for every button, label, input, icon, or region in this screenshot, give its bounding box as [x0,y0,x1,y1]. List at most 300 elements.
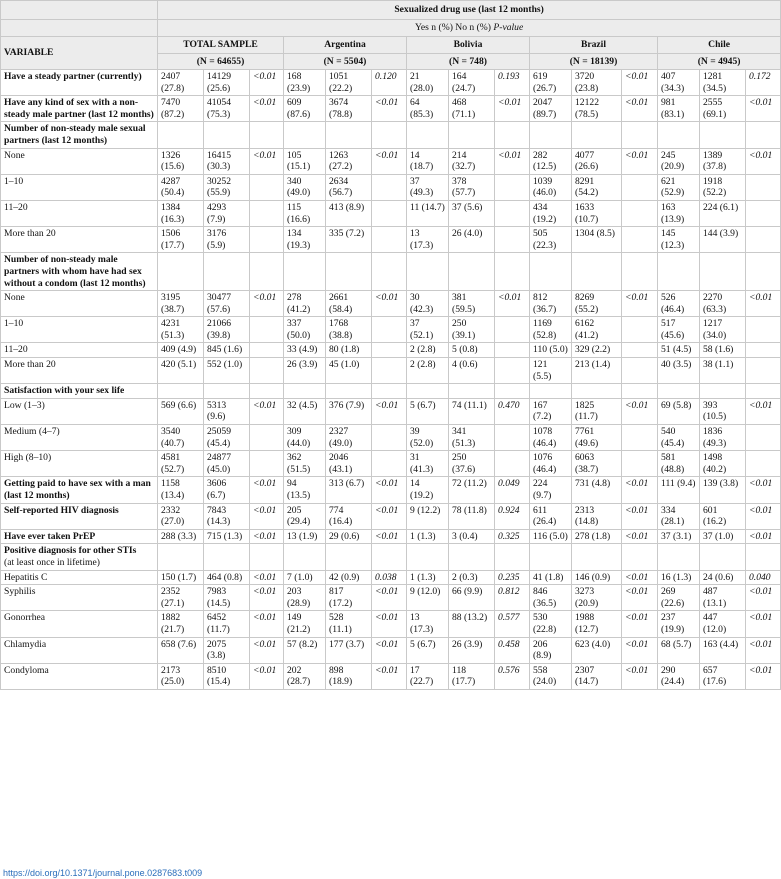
yes-count-cell: 540 (45.4) [658,425,700,451]
no-count-cell: 1498 (40.2) [700,451,746,477]
p-value-cell: <0.01 [746,503,781,529]
yes-count-cell: 434 (19.2) [530,200,572,226]
no-count-cell: 21066 (39.8) [204,317,250,343]
yes-count-cell: 4231 (51.3) [158,317,204,343]
yes-count-cell: 121 (5.5) [530,358,572,384]
yes-count-cell: 4581 (52.7) [158,451,204,477]
p-value-cell [250,425,284,451]
empty-cell [158,122,204,148]
yes-count-cell: 116 (5.0) [530,529,572,544]
no-count-cell: 528 (11.1) [326,611,372,637]
empty-cell [158,253,204,291]
table-row [1,70,781,96]
row-label-text: Number of non-steady male partners with whom have had sex without a condom (last 12 months) [4,254,146,289]
empty-cell [622,122,658,148]
p-value-cell: <0.01 [622,291,658,317]
no-count-cell: 37 (5.6) [449,200,495,226]
empty-cell [530,384,572,399]
p-value-cell: 0.577 [495,611,530,637]
table-row [1,317,781,343]
yes-count-cell: 2352 (27.1) [158,585,204,611]
yes-count-cell: 1076 (46.4) [530,451,572,477]
no-count-cell: 78 (11.8) [449,503,495,529]
no-count-cell: 1836 (49.3) [700,425,746,451]
p-value-cell: <0.01 [250,585,284,611]
yes-count-cell: 149 (21.2) [284,611,326,637]
no-count-cell: 487 (13.1) [700,585,746,611]
variable-header: VARIABLE [1,37,158,70]
yes-count-cell: 203 (28.9) [284,585,326,611]
yes-count-cell: 26 (3.9) [284,358,326,384]
yes-count-cell: 205 (29.4) [284,503,326,529]
p-value-cell [495,200,530,226]
yes-count-cell: 16 (1.3) [658,570,700,585]
group-n-argentina: (N = 5504) [284,54,407,70]
empty-cell [326,544,372,570]
yes-count-cell: 337 (50.0) [284,317,326,343]
p-value-cell: <0.01 [746,398,781,424]
row-label [1,174,158,200]
p-value-cell: <0.01 [622,529,658,544]
no-count-cell: 24 (0.6) [700,570,746,585]
empty-cell [250,253,284,291]
empty-cell [449,384,495,399]
empty-cell [250,544,284,570]
yes-count-cell: 517 (45.6) [658,317,700,343]
no-count-cell: 1304 (8.5) [572,227,622,253]
no-count-cell: 7843 (14.3) [204,503,250,529]
p-value-cell [372,317,407,343]
no-count-cell: 146 (0.9) [572,570,622,585]
p-value-cell: <0.01 [372,291,407,317]
empty-cell [284,384,326,399]
p-value-cell: <0.01 [372,477,407,503]
row-label [1,529,158,544]
row-label-text: Medium (4–7) [4,426,60,438]
yes-count-cell: 2173 (25.0) [158,663,204,689]
p-value-cell: <0.01 [746,529,781,544]
yes-count-cell: 17 (22.7) [407,663,449,689]
no-count-cell: 250 (39.1) [449,317,495,343]
no-count-cell: 1389 (37.8) [700,148,746,174]
p-value-cell: <0.01 [746,148,781,174]
row-label-text: Syphilis [4,586,36,598]
no-count-cell: 80 (1.8) [326,343,372,358]
no-count-cell: 45 (1.0) [326,358,372,384]
no-count-cell: 224 (6.1) [700,200,746,226]
no-count-cell: 2313 (14.8) [572,503,622,529]
p-value-cell: <0.01 [622,663,658,689]
empty-cell [495,544,530,570]
no-count-cell: 817 (17.2) [326,585,372,611]
no-count-cell: 601 (16.2) [700,503,746,529]
group-header-total: TOTAL SAMPLE [158,37,284,54]
p-value-cell: <0.01 [495,96,530,122]
row-label-text: Chlamydia [4,638,47,650]
yes-count-cell: 51 (4.5) [658,343,700,358]
table-row [1,477,781,503]
p-value-cell [746,451,781,477]
yes-count-cell: 111 (9.4) [658,477,700,503]
p-value-cell [746,227,781,253]
table-row [1,425,781,451]
p-value-cell: <0.01 [372,611,407,637]
section-row [1,544,781,570]
no-count-cell: 3606 (6.7) [204,477,250,503]
p-value-cell [372,451,407,477]
no-count-cell: 66 (9.9) [449,585,495,611]
no-count-cell: 1051 (22.2) [326,70,372,96]
yes-count-cell: 7 (1.0) [284,570,326,585]
row-label [1,398,158,424]
p-value-cell [622,451,658,477]
no-count-cell: 214 (32.7) [449,148,495,174]
no-count-cell: 413 (8.9) [326,200,372,226]
row-label-text: Hepatitis C [4,571,48,583]
p-value-cell: <0.01 [372,585,407,611]
yes-count-cell: 163 (13.9) [658,200,700,226]
p-value-cell [622,343,658,358]
p-value-cell: <0.01 [746,96,781,122]
no-count-cell: 278 (1.8) [572,529,622,544]
yes-count-cell: 41 (1.8) [530,570,572,585]
empty-cell [372,384,407,399]
row-label [1,585,158,611]
p-value-cell: <0.01 [250,663,284,689]
row-label-text: None [4,149,25,161]
no-count-cell: 845 (1.6) [204,343,250,358]
empty-cell [326,122,372,148]
no-count-cell: 8291 (54.2) [572,174,622,200]
table-row [1,529,781,544]
p-value-cell [250,174,284,200]
p-value-cell: <0.01 [250,637,284,663]
p-value-cell: <0.01 [372,148,407,174]
p-value-cell [746,174,781,200]
yes-count-cell: 558 (24.0) [530,663,572,689]
empty-cell [622,384,658,399]
empty-cell [407,253,449,291]
p-value-cell: <0.01 [746,291,781,317]
empty-cell [204,122,250,148]
p-value-cell [372,425,407,451]
p-value-cell: <0.01 [746,477,781,503]
no-count-cell: 4077 (26.6) [572,148,622,174]
row-label-text: None [4,292,25,304]
group-n-total: (N = 64655) [158,54,284,70]
section-label [1,122,158,148]
empty-cell [746,253,781,291]
yes-count-cell: 3540 (40.7) [158,425,204,451]
p-value-cell [495,358,530,384]
yes-count-cell: 39 (52.0) [407,425,449,451]
empty-cell [658,253,700,291]
yes-count-cell: 69 (5.8) [658,398,700,424]
empty-cell [204,544,250,570]
table-title: Sexualized drug use (last 12 months) [158,1,781,20]
p-value-cell [495,343,530,358]
yes-count-cell: 237 (19.9) [658,611,700,637]
empty-cell [622,253,658,291]
no-count-cell: 774 (16.4) [326,503,372,529]
no-count-cell: 2555 (69.1) [700,96,746,122]
no-count-cell: 7761 (49.6) [572,425,622,451]
yes-count-cell: 282 (12.5) [530,148,572,174]
no-count-cell: 5 (0.8) [449,343,495,358]
no-count-cell: 464 (0.8) [204,570,250,585]
yes-count-cell: 167 (7.2) [530,398,572,424]
section-row [1,384,781,399]
table-body [1,70,781,690]
empty-cell [407,544,449,570]
yes-count-cell: 37 (49.3) [407,174,449,200]
table-row [1,503,781,529]
p-value-cell: 0.235 [495,570,530,585]
yes-count-cell: 37 (3.1) [658,529,700,544]
p-value-cell: <0.01 [372,398,407,424]
yes-count-cell: 658 (7.6) [158,637,204,663]
no-count-cell: 1988 (12.7) [572,611,622,637]
p-value-cell: 0.470 [495,398,530,424]
no-count-cell: 16415 (30.3) [204,148,250,174]
p-value-cell: <0.01 [250,398,284,424]
p-value-cell: <0.01 [372,96,407,122]
yes-count-cell: 409 (4.9) [158,343,204,358]
section-row [1,122,781,148]
yes-count-cell: 14 (18.7) [407,148,449,174]
no-count-cell: 88 (13.2) [449,611,495,637]
p-value-cell: 0.038 [372,570,407,585]
yes-count-cell: 40 (3.5) [658,358,700,384]
no-count-cell: 552 (1.0) [204,358,250,384]
empty-cell [204,253,250,291]
empty-cell [622,544,658,570]
no-count-cell: 163 (4.4) [700,637,746,663]
table-row [1,570,781,585]
p-value-cell: <0.01 [250,503,284,529]
p-value-cell [372,358,407,384]
no-count-cell: 213 (1.4) [572,358,622,384]
yes-count-cell: 202 (28.7) [284,663,326,689]
no-count-cell: 3 (0.4) [449,529,495,544]
row-label [1,227,158,253]
empty-cell [495,253,530,291]
no-count-cell: 393 (10.5) [700,398,746,424]
no-count-cell: 42 (0.9) [326,570,372,585]
no-count-cell: 447 (12.0) [700,611,746,637]
yes-count-cell: 981 (83.1) [658,96,700,122]
p-value-cell: <0.01 [250,148,284,174]
no-count-cell: 6452 (11.7) [204,611,250,637]
yes-count-cell: 505 (22.3) [530,227,572,253]
empty-cell [407,122,449,148]
no-count-cell: 1217 (34.0) [700,317,746,343]
table-row [1,343,781,358]
no-count-cell: 381 (59.5) [449,291,495,317]
no-count-cell: 335 (7.2) [326,227,372,253]
yes-count-cell: 1078 (46.4) [530,425,572,451]
yes-count-cell: 68 (5.7) [658,637,700,663]
yes-count-cell: 1158 (13.4) [158,477,204,503]
p-value-cell: <0.01 [746,611,781,637]
empty-cell [250,384,284,399]
p-value-cell [250,451,284,477]
p-value-cell: <0.01 [622,611,658,637]
no-count-cell: 2661 (58.4) [326,291,372,317]
no-count-cell: 177 (3.7) [326,637,372,663]
yes-count-cell: 288 (3.3) [158,529,204,544]
yes-count-cell: 4287 (50.4) [158,174,204,200]
no-count-cell: 24877 (45.0) [204,451,250,477]
yes-count-cell: 206 (8.9) [530,637,572,663]
yes-count-cell: 2047 (89.7) [530,96,572,122]
p-value-cell: 0.120 [372,70,407,96]
row-label-text: Condyloma [4,664,49,676]
no-count-cell: 144 (3.9) [700,227,746,253]
section-label [1,253,158,291]
no-count-cell: 139 (3.8) [700,477,746,503]
p-value-cell [495,227,530,253]
row-label [1,96,158,122]
p-value-cell: <0.01 [372,637,407,663]
no-count-cell: 657 (17.6) [700,663,746,689]
no-count-cell: 2 (0.3) [449,570,495,585]
yes-count-cell: 31 (41.3) [407,451,449,477]
row-label [1,148,158,174]
p-value-cell [746,200,781,226]
empty-cell [658,122,700,148]
empty-cell [572,544,622,570]
yes-count-cell: 9 (12.2) [407,503,449,529]
doi-link[interactable]: https://doi.org/10.1371/journal.pone.0287683.t009 [3,868,203,878]
row-label-text: Positive diagnosis for other STIs [4,545,137,557]
subtitle-italic: P-value [493,22,524,34]
yes-count-cell: 619 (26.7) [530,70,572,96]
p-value-cell [250,200,284,226]
yes-count-cell: 1 (1.3) [407,570,449,585]
p-value-cell [250,317,284,343]
p-value-cell [622,174,658,200]
section-label [1,544,158,570]
no-count-cell: 41054 (75.3) [204,96,250,122]
no-count-cell: 29 (0.6) [326,529,372,544]
empty-cell [495,122,530,148]
p-value-cell: <0.01 [622,585,658,611]
row-label-text: Self-reported HIV diagnosis [4,504,119,516]
p-value-cell: <0.01 [250,611,284,637]
yes-count-cell: 609 (87.6) [284,96,326,122]
p-value-cell: <0.01 [495,291,530,317]
no-count-cell: 164 (24.7) [449,70,495,96]
empty-cell [250,122,284,148]
yes-count-cell: 278 (41.2) [284,291,326,317]
no-count-cell: 14129 (25.6) [204,70,250,96]
no-count-cell: 1768 (38.8) [326,317,372,343]
p-value-cell [495,425,530,451]
no-count-cell: 2634 (56.7) [326,174,372,200]
yes-count-cell: 94 (13.5) [284,477,326,503]
yes-count-cell: 1039 (46.0) [530,174,572,200]
empty-cell [158,384,204,399]
no-count-cell: 376 (7.9) [326,398,372,424]
yes-count-cell: 420 (5.1) [158,358,204,384]
yes-count-cell: 32 (4.5) [284,398,326,424]
no-count-cell: 2075 (3.8) [204,637,250,663]
empty-cell [326,253,372,291]
empty-cell [700,253,746,291]
no-count-cell: 3273 (20.9) [572,585,622,611]
no-count-cell: 715 (1.3) [204,529,250,544]
empty-cell [449,253,495,291]
p-value-cell: <0.01 [495,148,530,174]
yes-count-cell: 1506 (17.7) [158,227,204,253]
no-count-cell: 2270 (63.3) [700,291,746,317]
yes-count-cell: 145 (12.3) [658,227,700,253]
yes-count-cell: 362 (51.5) [284,451,326,477]
empty-cell [530,122,572,148]
p-value-cell [250,227,284,253]
row-label [1,425,158,451]
p-value-cell: 0.576 [495,663,530,689]
section-row [1,253,781,291]
no-count-cell: 25059 (45.4) [204,425,250,451]
row-label [1,70,158,96]
yes-count-cell: 1326 (15.6) [158,148,204,174]
yes-count-cell: 150 (1.7) [158,570,204,585]
p-value-cell [372,174,407,200]
p-value-cell [746,358,781,384]
row-label [1,503,158,529]
no-count-cell: 1633 (10.7) [572,200,622,226]
p-value-cell: <0.01 [746,663,781,689]
group-n-brazil: (N = 18139) [530,54,658,70]
row-label-text: Have a steady partner (currently) [4,71,142,82]
p-value-cell: 0.924 [495,503,530,529]
no-count-cell: 72 (11.2) [449,477,495,503]
p-value-cell [495,451,530,477]
empty-cell [284,544,326,570]
p-value-cell: 0.325 [495,529,530,544]
p-value-cell [372,200,407,226]
row-label-text: Number of non-steady male sexual partners (last 12 months) [4,123,146,146]
row-label [1,637,158,663]
p-value-cell: 0.812 [495,585,530,611]
empty-cell [372,122,407,148]
p-value-cell [746,425,781,451]
yes-count-cell: 269 (22.6) [658,585,700,611]
empty-cell [746,122,781,148]
p-value-cell: 0.458 [495,637,530,663]
row-label-text: Have any kind of sex with a non-steady male partner (last 12 months) [4,97,154,120]
row-label [1,663,158,689]
yes-count-cell: 611 (26.4) [530,503,572,529]
yes-count-cell: 110 (5.0) [530,343,572,358]
p-value-cell: <0.01 [622,96,658,122]
yes-count-cell: 569 (6.6) [158,398,204,424]
no-count-cell: 341 (51.3) [449,425,495,451]
yes-count-cell: 7470 (87.2) [158,96,204,122]
p-value-cell: <0.01 [622,570,658,585]
table-row [1,637,781,663]
p-value-cell: <0.01 [622,637,658,663]
row-note: (at least once in lifetime) [4,556,100,568]
yes-count-cell: 526 (46.4) [658,291,700,317]
p-value-cell [372,343,407,358]
no-count-cell: 12122 (78.5) [572,96,622,122]
no-count-cell: 38 (1.1) [700,358,746,384]
no-count-cell: 37 (1.0) [700,529,746,544]
table-row [1,227,781,253]
